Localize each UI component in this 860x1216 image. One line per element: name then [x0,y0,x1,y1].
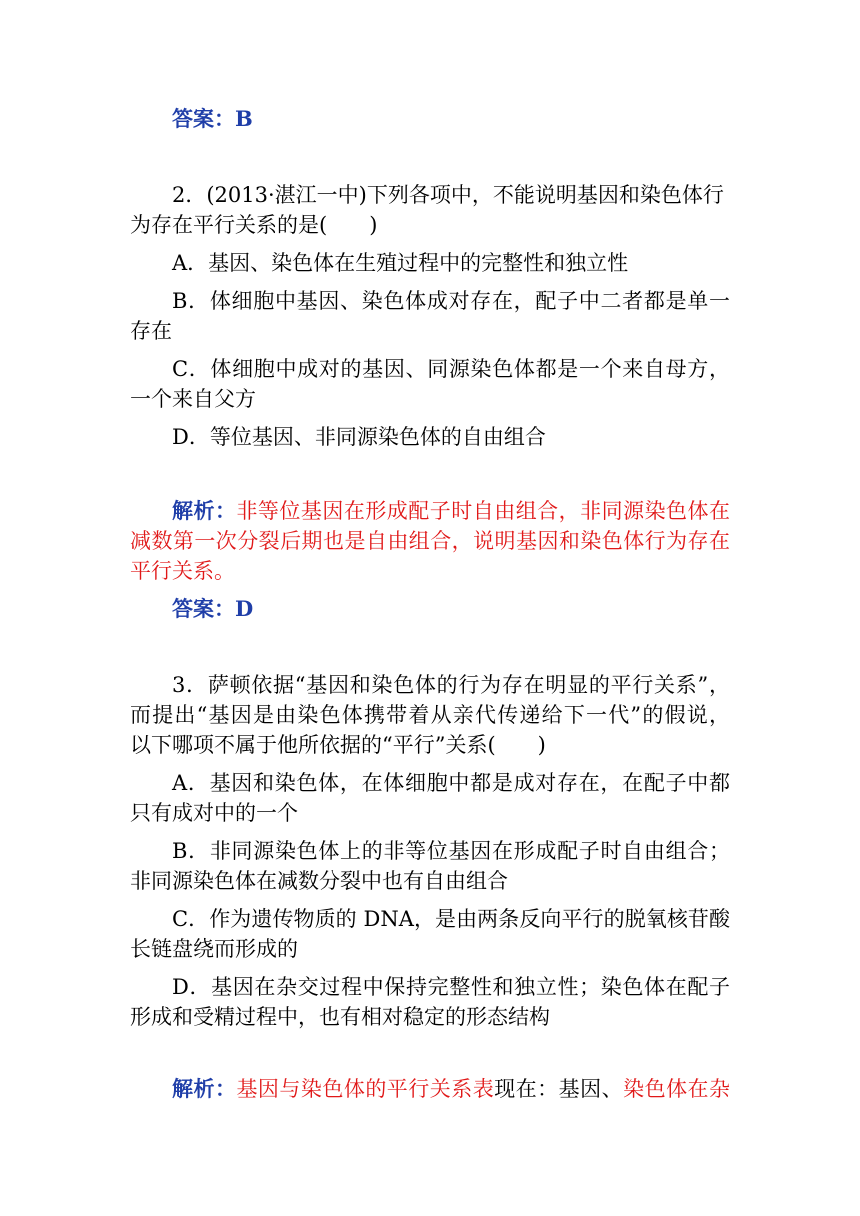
q2-option-c-line-1: C．体细胞中成对的基因、同源染色体都是一个来自母方， [172,357,730,381]
analysis-label: 解析： [172,1076,237,1101]
answer-1 [172,106,772,132]
q2-stem-line-1: 2．(2013·湛江一中)下列各项中，不能说明基因和染色体行 [172,183,724,207]
q2-option-b-line-2: 存在 [130,319,172,343]
analysis-2-line-2: 减数第一次分裂后期也是自由组合，说明基因和染色体行为存在 [130,529,730,553]
answer-2 [172,596,772,622]
q3-stem-line-3: 以下哪项不属于他所依据的“平行”关系( ) [130,733,546,757]
answer-label: 答案： [172,106,235,131]
q3-option-c-line-2: 长链盘绕而形成的 [130,937,298,961]
q3-option-d-line-2: 形成和受精过程中，也有相对稳定的形态结构 [130,1005,550,1029]
q3-stem-line-1: 3．萨顿依据“基因和染色体的行为存在明显的平行关系”， [172,673,730,697]
analysis-text-3: 染色体在杂 [623,1077,731,1101]
q3-option-b-line-1: B．非同源染色体上的非等位基因在形成配子时自由组合； [172,839,730,863]
q3-option-b-line-2: 非同源染色体在减数分裂中也有自由组合 [130,869,508,893]
q2-stem-line-2: 为存在平行关系的是( ) [130,213,378,237]
q2-option-b-line-1: B．体细胞中基因、染色体成对存在，配子中二者都是单一 [172,289,730,313]
q3-option-a-line-1: A．基因和染色体，在体细胞中都是成对存在，在配子中都 [172,771,730,795]
analysis-2-line-1 [172,498,730,524]
answer-value: D [235,596,254,621]
q3-stem-line-2: 而提出“基因是由染色体携带着从亲代传递给下一代”的假说， [130,703,730,727]
analysis-label: 解析： [172,498,237,523]
q2-option-c-line-2: 一个来自父方 [130,387,256,411]
answer-label: 答案： [172,596,235,621]
answer-value: B [235,106,253,131]
q3-option-c-line-1: C．作为遗传物质的 DNA，是由两条反向平行的脱氧核苷酸 [172,907,730,931]
q3-option-d-line-1: D．基因在杂交过程中保持完整性和独立性；染色体在配子 [172,975,730,999]
analysis-2-line-3: 平行关系。 [130,559,235,583]
analysis-text-2: 现在：基因、 [494,1077,624,1101]
analysis-text-1: 基因与染色体的平行关系表 [236,1077,495,1101]
analysis-3-line-1 [172,1076,730,1102]
q2-option-d: D．等位基因、非同源染色体的自由组合 [172,425,546,449]
q2-option-a: A．基因、染色体在生殖过程中的完整性和独立性 [172,251,629,275]
q3-option-a-line-2: 只有成对中的一个 [130,801,298,825]
analysis-text: 非等位基因在形成配子时自由组合，非同源染色体在 [236,499,731,523]
